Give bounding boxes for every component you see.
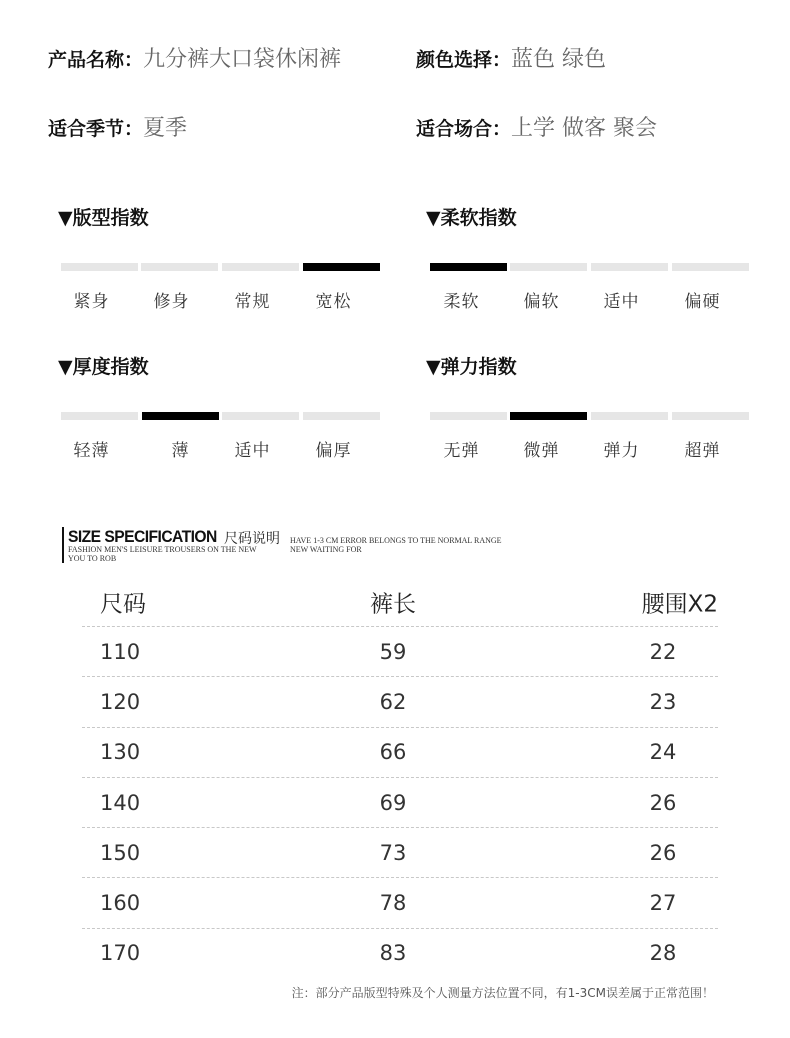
scale-label: 适中 bbox=[603, 292, 640, 312]
cell-size: 160 bbox=[100, 891, 141, 916]
elasticity-index-scale bbox=[430, 412, 750, 461]
scale-label: 偏厚 bbox=[315, 441, 352, 461]
product-name-label: 产品名称： bbox=[48, 49, 144, 71]
cell-waist: 23 bbox=[649, 689, 677, 714]
scale-segment bbox=[672, 412, 749, 420]
scale-label: 适中 bbox=[234, 441, 271, 461]
fit-index-scale bbox=[61, 263, 381, 312]
table-row bbox=[82, 627, 718, 677]
scale-label: 宽松 bbox=[315, 292, 352, 312]
table-row bbox=[82, 778, 718, 828]
scale-segment bbox=[591, 412, 668, 420]
scale-segment bbox=[61, 412, 138, 420]
occasion-value: 上学 做客 聚会 bbox=[511, 116, 658, 141]
scale-segment bbox=[303, 412, 380, 420]
scale-segment bbox=[430, 263, 507, 271]
cell-waist: 26 bbox=[649, 840, 677, 865]
color-field bbox=[416, 42, 606, 73]
season-value: 夏季 bbox=[143, 116, 188, 141]
elasticity-index-title: ▼弹力指数 bbox=[426, 356, 517, 378]
size-spec-subtitle: FASHION MEN'S LEISURE TROUSERS ON THE NEW bbox=[68, 545, 257, 554]
scale-label: 紧身 bbox=[73, 292, 110, 312]
softness-index-title: ▼柔软指数 bbox=[426, 207, 517, 229]
cell-waist: 22 bbox=[649, 639, 677, 664]
occasion-label: 适合场合： bbox=[416, 118, 512, 140]
table-row bbox=[82, 828, 718, 878]
cell-size: 110 bbox=[100, 639, 141, 664]
cell-length: 59 bbox=[379, 639, 407, 664]
size-spec-title-cn: 尺码说明 bbox=[224, 531, 280, 547]
scale-segment bbox=[303, 263, 380, 271]
season-field bbox=[48, 111, 187, 142]
cell-length: 69 bbox=[379, 790, 407, 815]
softness-index-scale bbox=[430, 263, 750, 312]
heading-rule bbox=[62, 527, 64, 563]
measurement-footnote: 注：部分产品版型特殊及个人测量方法位置不同，有1-3CM误差属于正常范围！ bbox=[291, 986, 714, 1000]
scale-label: 偏软 bbox=[523, 292, 560, 312]
size-spec-subtitle-right: NEW WAITING FOR bbox=[290, 545, 362, 554]
thickness-index-scale bbox=[61, 412, 381, 461]
table-row bbox=[82, 677, 718, 727]
cell-size: 130 bbox=[100, 740, 141, 765]
table-row bbox=[82, 878, 718, 928]
season-label: 适合季节： bbox=[48, 118, 144, 140]
product-name-field bbox=[48, 42, 341, 73]
cell-waist: 28 bbox=[649, 941, 677, 966]
table-row bbox=[82, 728, 718, 778]
scale-label: 轻薄 bbox=[73, 441, 110, 461]
cell-size: 150 bbox=[100, 840, 141, 865]
scale-segment bbox=[142, 412, 219, 420]
scale-label: 弹力 bbox=[603, 441, 640, 461]
color-label: 颜色选择： bbox=[416, 49, 512, 71]
size-spec-note: HAVE 1-3 CM ERROR BELONGS TO THE NORMAL RANGE bbox=[290, 536, 502, 545]
scale-label: 常规 bbox=[234, 292, 271, 312]
cell-waist: 24 bbox=[649, 740, 677, 765]
cell-length: 78 bbox=[379, 891, 407, 916]
size-table bbox=[82, 578, 718, 978]
scale-label: 偏硬 bbox=[684, 292, 721, 312]
thickness-index-title: ▼厚度指数 bbox=[58, 356, 149, 378]
color-value: 蓝色 绿色 bbox=[511, 47, 607, 72]
cell-length: 83 bbox=[379, 941, 407, 966]
scale-label: 超弹 bbox=[684, 441, 721, 461]
scale-segment bbox=[141, 263, 218, 271]
cell-length: 62 bbox=[379, 689, 407, 714]
scale-segment bbox=[510, 263, 587, 271]
size-spec-heading bbox=[62, 527, 562, 567]
fit-index-title: ▼版型指数 bbox=[58, 207, 149, 229]
cell-length: 73 bbox=[379, 840, 407, 865]
cell-size: 170 bbox=[100, 941, 141, 966]
product-name-value: 九分裤大口袋休闲裤 bbox=[143, 47, 342, 72]
scale-segment bbox=[61, 263, 138, 271]
scale-label: 无弹 bbox=[443, 441, 480, 461]
scale-label: 柔软 bbox=[443, 292, 480, 312]
scale-label: 修身 bbox=[153, 292, 190, 312]
table-row bbox=[82, 929, 718, 978]
scale-label: 薄 bbox=[171, 441, 190, 461]
cell-waist: 26 bbox=[649, 790, 677, 815]
occasion-field bbox=[416, 111, 657, 142]
table-header-row bbox=[82, 578, 718, 627]
scale-segment bbox=[672, 263, 749, 271]
scale-label: 微弹 bbox=[523, 441, 560, 461]
header-length: 裤长 bbox=[370, 591, 416, 618]
scale-segment bbox=[591, 263, 668, 271]
size-spec-title: SIZE SPECIFICATION bbox=[68, 527, 217, 546]
cell-length: 66 bbox=[379, 740, 407, 765]
cell-size: 120 bbox=[100, 689, 141, 714]
header-size: 尺码 bbox=[100, 591, 146, 618]
scale-segment bbox=[222, 412, 299, 420]
cell-waist: 27 bbox=[649, 891, 677, 916]
cell-size: 140 bbox=[100, 790, 141, 815]
scale-segment bbox=[510, 412, 587, 420]
scale-segment bbox=[430, 412, 507, 420]
scale-segment bbox=[222, 263, 299, 271]
size-spec-subtitle-line2: YOU TO ROB bbox=[68, 554, 117, 563]
header-waist: 腰围X2 bbox=[641, 591, 718, 618]
